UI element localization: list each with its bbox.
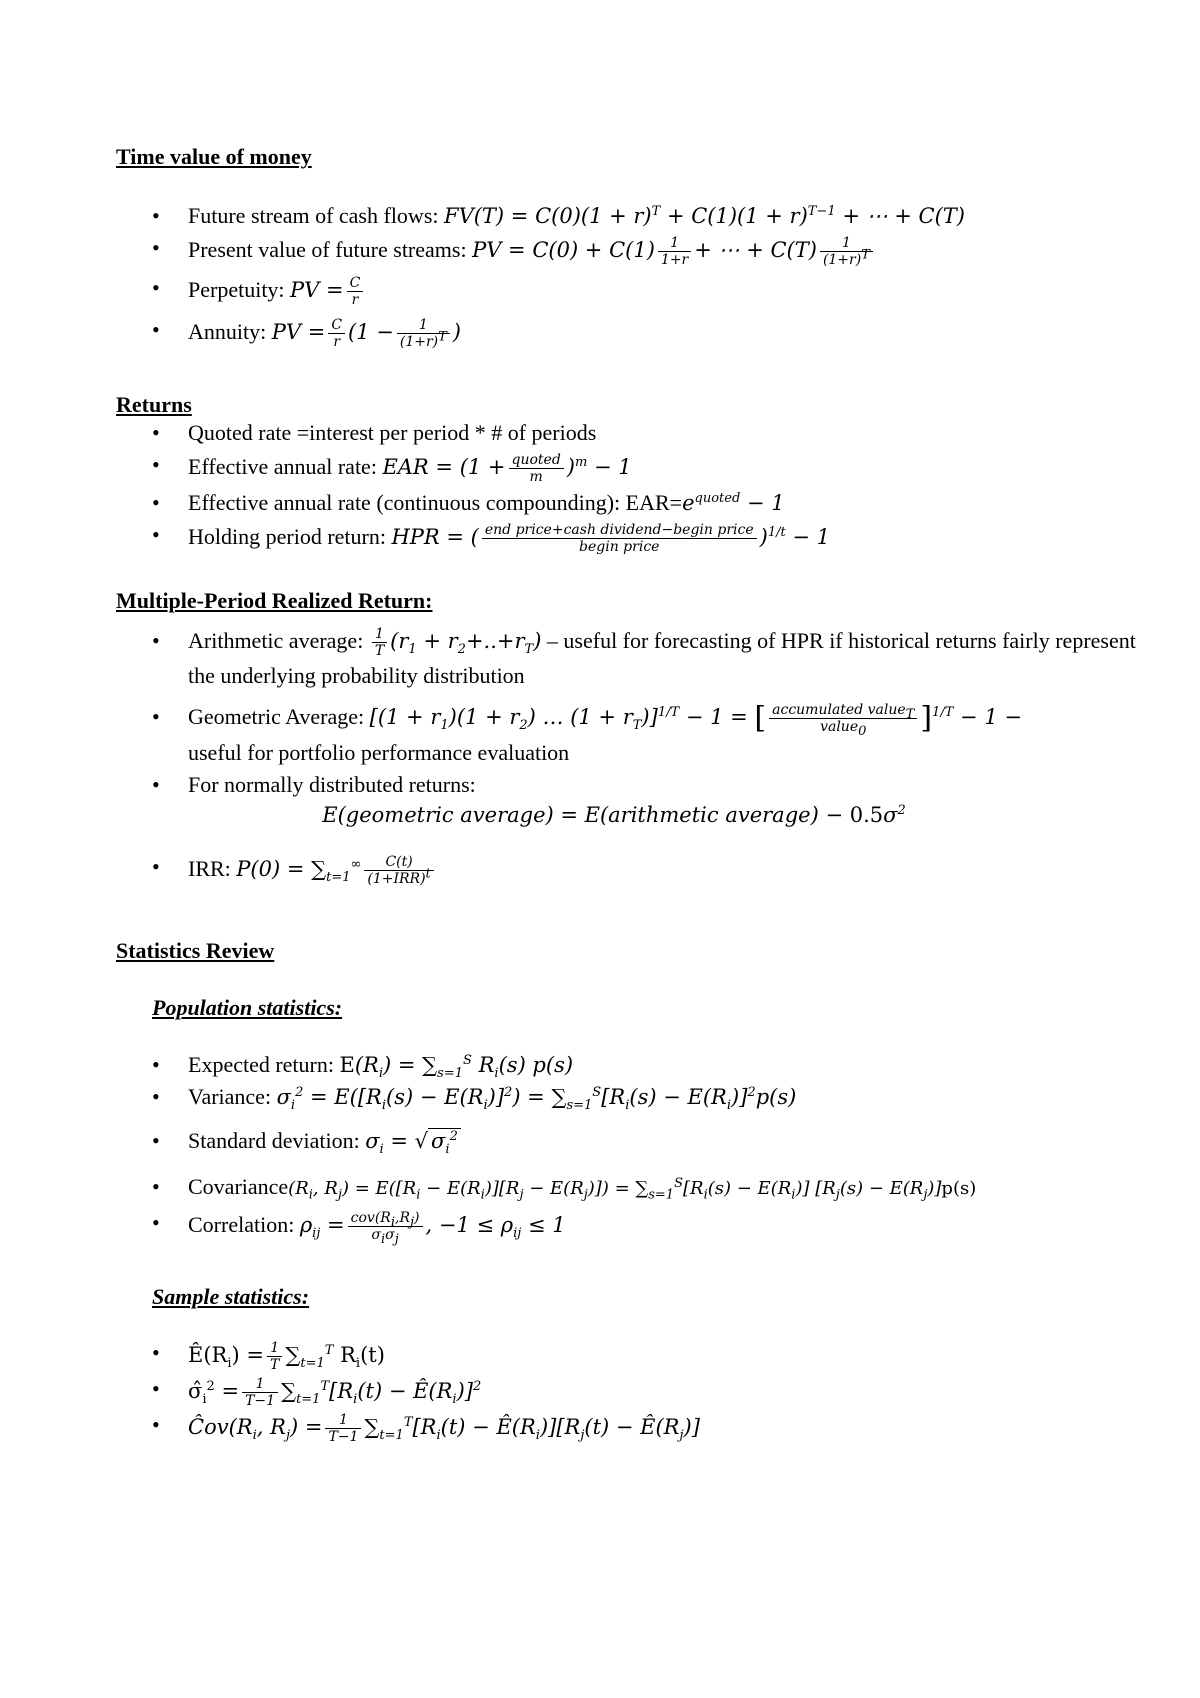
item-note: useful for portfolio performance evaluation [188,739,570,765]
item-label: IRR: [188,856,231,881]
item-label: Present value of future streams: [188,237,467,262]
item-label: Quoted rate =interest per period * # of periods [188,420,597,445]
subsection-title-sample: Sample statistics: [152,1284,310,1309]
item-label: Correlation: [188,1212,295,1237]
formula: PV = $\frac{C}{r}$ (1 − $\frac{1}{(1+r)^T}$ ) [271,317,461,350]
formula: $\sigmâ_i^2$ = $\frac{1}{T-1}$ $\sum_{t=1}^T[R_i(t)$ − $Ê(R_i)]^2$ [188,1376,482,1409]
sample-list [152,1340,1140,1448]
formula: $\sigma_i$ = √ $\sigma_i^2$ [365,1129,461,1153]
formula: E(geometric average) = E(arithmetic average) − $0.5\sigma^2$ [322,803,906,827]
list-item [152,317,1140,357]
item-label: Effective annual rate: [188,454,377,479]
formula: $EAR=e^{quoted} - 1$ [625,490,785,515]
subsection-title-population: Population statistics: [152,995,343,1020]
list-item [152,522,1140,562]
section-title-returns: Returns [116,392,192,417]
list-item [152,1340,1140,1376]
list-item [152,1128,1140,1174]
list-item [152,1210,1140,1250]
formula: ($R_i$, $R_j) = E([R_i - E(R_i)][R_j - E(R_j)]) = \sum_{s=1}^S[R_i(s) - E(R_i)] [R_j(s) - E(R_j)]p(s)$ [288,1176,977,1203]
list-item [152,490,1140,522]
item-label: Covariance [188,1174,289,1199]
section-title-time-value: Time value of money [116,144,312,169]
list-item [152,203,1140,235]
formula: PV = C(0) + C(1) $\frac{1}{1+r}$ + ⋯ + C(T) $\frac{1}{(1+r)^T}$ [472,238,876,262]
formula: PV = $\frac{C}{r}$ [290,278,366,302]
item-label: Standard deviation: [188,1128,360,1153]
formula: $\sigma_i^2 = E([R_i(s) - E(R_i)]^2) = \sum_{s=1}^S[R_i(s) - E(R_i)]^2p(s)$ [276,1085,797,1114]
item-label: Holding period return: [188,524,386,549]
formula: EAR = (1 + $\frac{\text{quoted}}{m}$ )$^m$ − 1 [382,452,632,485]
item-label: Future stream of cash flows: [188,203,439,228]
list-item [152,624,1140,700]
item-label: Geometric Average: [188,704,365,729]
formula: $E(R_i) = \sum_{s=1}^S$ $R_i(s)$ p(s) [339,1053,574,1082]
tvm-list [152,203,1140,357]
multi-period-list [152,624,1140,894]
item-label: Variance: [188,1084,272,1109]
formula: $P(0) = \sum_{t=1}^\infty$ $\frac{C(t)}{(1+IRR)^t}$ [236,857,436,881]
section-title-multiple-period: Multiple-Period Realized Return: [116,588,433,613]
list-item [152,772,1140,854]
population-list [152,1052,1140,1250]
formula: [$(1 + r_1)(1 + r_2)$ … $(1 + r_T)]^{1/T} - 1$ = [ $\frac{accumulated value_T}{value_0}$ ]$^{1/T}$ − 1 − [369,700,1022,739]
list-item [152,700,1140,772]
list-item [152,1052,1140,1084]
item-label: Arithmetic average: [188,628,364,653]
item-label: For normally distributed returns: [188,772,476,797]
returns-list [152,420,1140,562]
item-label: Effective annual rate (continuous compounding): [188,490,621,515]
formula: $Ĉov(R_i$, $R_j$) = $\frac{1}{T-1}$ $\sum_{t=1}^T[R_i(t)$ − $Ê(R_i)][R_j(t)$ − $Ê(R_j)$] [188,1412,700,1445]
list-item [152,1174,1140,1210]
list-item [152,1412,1140,1448]
list-item [152,1084,1140,1128]
list-item [152,420,1140,452]
formula: $FV(T) = C(0)(1 + r)^T + C(1)(1 + r)^{T-1}$ + ⋯ + C(T) [444,204,965,228]
formula: $\frac{1}{T}$ $(r_1 + r_2+..+r_T)$ [369,629,542,653]
item-note: – useful for forecasting of HPR if historical returns fairly represent the underlying probability distribution [188,628,1136,688]
list-item [152,275,1140,317]
section-title-statistics: Statistics Review [116,938,275,963]
list-item [152,235,1140,275]
list-item [152,854,1140,894]
formula: HPR = ( $\frac{\text{end price+cash dividend−begin price}}{\text{begin price}}$ )$^{1/t}$ − 1 [391,522,830,555]
formula: $\rho_{ij}$ = $\frac{cov(R_i,R_j)}{\sigma_i\sigma_j}$ , $-1 \le \rho_{ij} \le 1$ [299,1210,566,1247]
item-label: Expected return: [188,1052,334,1077]
list-item [152,452,1140,490]
item-label: Annuity: [188,319,267,344]
formula: $Ê(R_i)$ = $\frac{1}{T}$ $\sum_{t=1}^T$ $R_i(t)$ [188,1340,385,1373]
list-item [152,1376,1140,1412]
item-label: Perpetuity: [188,277,285,302]
